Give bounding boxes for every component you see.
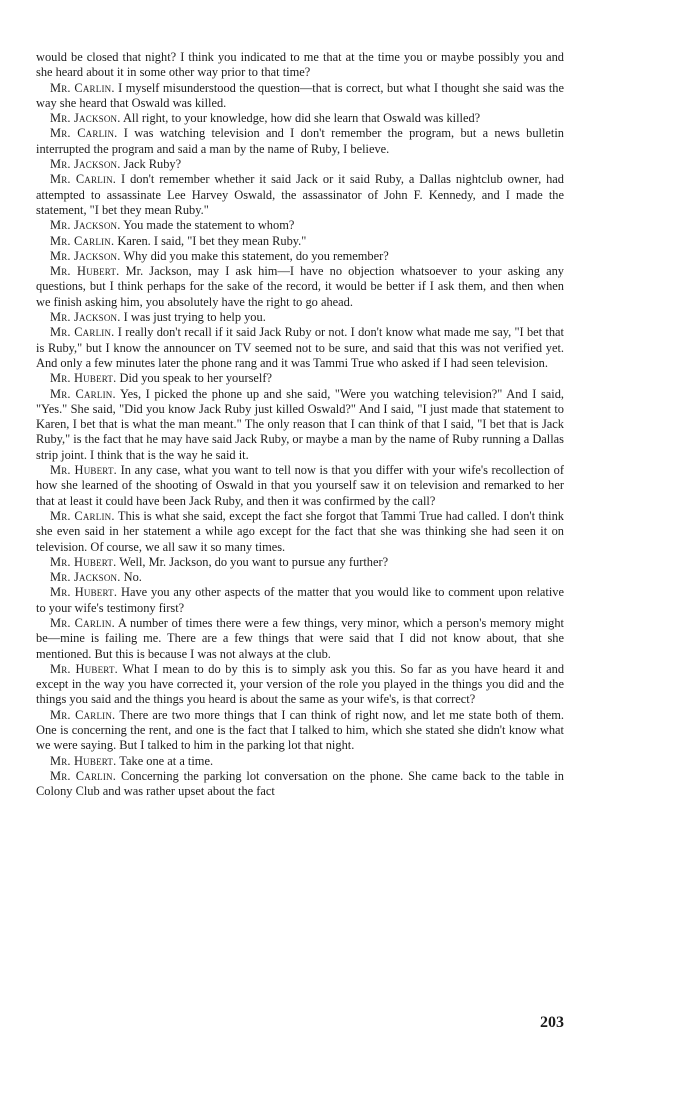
testimony-paragraph: [36, 585, 564, 616]
speaker-name: Mr. Carlin.: [50, 707, 116, 722]
testimony-paragraph: [36, 708, 564, 754]
speaker-name: Mr. Jackson.: [50, 310, 121, 325]
paragraph-text: A number of times there were a few things, very minor, which a person's memory might be—mine is failing me. There are a few things that were said that I did not know about, that she mentioned. But this is because I was not always at the club.: [36, 615, 564, 661]
speaker-name: Mr. Hubert.: [50, 661, 118, 676]
paragraph-text: I was just trying to help you.: [123, 310, 266, 325]
speaker-name: Mr. Carlin.: [50, 80, 115, 95]
speaker-name: Mr. Carlin.: [50, 768, 117, 783]
speaker-name: Mr. Carlin.: [50, 172, 117, 187]
speaker-name: Mr. Carlin.: [50, 126, 118, 141]
testimony-paragraph: [36, 249, 564, 264]
testimony-paragraph: [36, 616, 564, 662]
testimony-paragraph: [36, 662, 564, 708]
speaker-name: Mr. Hubert.: [50, 585, 118, 600]
paragraph-text: Did you speak to her yourself?: [119, 371, 272, 386]
paragraph-text: This is what she said, except the fact she forgot that Tammi True had called. I don't think she even said in her statement a while ago except for the fact that she was thinking she had seen it on television. Of course, we all saw it so many times.: [36, 508, 565, 554]
speaker-name: Mr. Carlin.: [50, 325, 115, 340]
testimony-paragraph: [36, 555, 564, 570]
testimony-paragraph: [36, 50, 564, 81]
paragraph-text: would be closed that night? I think you indicated to me that at the time you or maybe possibly you and she heard about it in some other way prior to that time?: [36, 50, 564, 80]
testimony-paragraph: [36, 509, 564, 555]
testimony-paragraph: [36, 172, 564, 218]
testimony-paragraph: [36, 157, 564, 172]
testimony-paragraph: [36, 463, 564, 509]
speaker-name: Mr. Jackson.: [50, 570, 121, 585]
paragraph-text: No.: [123, 570, 142, 585]
speaker-name: Mr. Hubert.: [50, 371, 117, 386]
testimony-paragraph: [36, 218, 564, 233]
paragraph-text: Take one at a time.: [119, 753, 214, 768]
testimony-paragraph: [36, 310, 564, 325]
paragraph-text: I was watching television and I don't remember the program, but a news bulletin interrupted the program and said a man by the name of Ruby, I believe.: [36, 126, 564, 156]
paragraph-text: I don't remember whether it said Jack or it said Ruby, a Dallas nightclub owner, had attempted to assassinate Lee Harvey Oswald, the assassinator of John F. Kennedy, and I made the statement, "I bet they mean Ruby.": [36, 172, 564, 217]
paragraph-text: Jack Ruby?: [123, 157, 182, 172]
paragraph-text: What I mean to do by this is to simply ask you this. So far as you have heard it and except in the way you have corrected it, your version of the role you played in the things you did and the things you said and the things you heard is about the same as your wife's, is that correct?: [36, 661, 565, 707]
speaker-name: Mr. Jackson.: [50, 218, 121, 233]
speaker-name: Mr. Hubert.: [50, 264, 120, 279]
paragraph-text: I really don't recall if it said Jack Ruby or not. I don't know what made me say, "I bet that is Ruby," but I know the announcer on TV seemed not to be sure, and said that this was not verified yet. And only a few minutes later the phone rang and it was Tammi True who asked if I had seen television.: [36, 325, 564, 370]
speaker-name: Mr. Jackson.: [50, 157, 121, 172]
speaker-name: Mr. Jackson.: [50, 111, 121, 126]
paragraph-text: Karen. I said, "I bet they mean Ruby.": [117, 233, 307, 248]
testimony-paragraph: [36, 769, 564, 800]
speaker-name: Mr. Carlin.: [50, 615, 115, 630]
testimony-paragraph: [36, 371, 564, 386]
paragraph-text: Well, Mr. Jackson, do you want to pursue any further?: [119, 554, 389, 569]
paragraph-text: All right, to your knowledge, how did she learn that Oswald was killed?: [122, 111, 481, 126]
paragraph-text: Have you any other aspects of the matter that you would like to comment upon relative to your wife's testimony first?: [36, 585, 564, 615]
testimony-paragraph: [36, 264, 564, 310]
testimony-paragraph: [36, 234, 564, 249]
testimony-paragraph: [36, 111, 564, 126]
paragraph-text: Why did you make this statement, do you remember?: [123, 248, 389, 263]
testimony-paragraph: [36, 754, 564, 769]
speaker-name: Mr. Hubert.: [50, 753, 117, 768]
paragraph-text: Yes, I picked the phone up and she said, "Were you watching television?" And I said, "Yes." She said, "Did you know Jack Ruby just killed Oswald?" And I said, "I just made that statement to Karen, I bet that is what the man meant." The only reason that I can think of that I said, "I bet that is Jack Ruby," is the fact that he may have said Jack Ruby, or maybe a man by the name of Ruby running a Dallas strip joint. I think that is the way he said it.: [36, 386, 564, 462]
page-number: 203: [540, 1014, 564, 1031]
paragraph-text: In any case, what you want to tell now is that you differ with your wife's recollection of how she learned of the shooting of Oswald in that you yourself saw it on television and remarked to her that at least it could have been Jack Ruby, and then it was confirmed by the call?: [36, 463, 564, 508]
testimony-paragraph: [36, 81, 564, 112]
testimony-paragraph: [36, 570, 564, 585]
speaker-name: Mr. Carlin.: [50, 233, 115, 248]
testimony-paragraph: [36, 387, 564, 463]
paragraph-text: You made the statement to whom?: [123, 218, 295, 233]
document-page: [36, 50, 564, 800]
paragraph-text: Mr. Jackson, may I ask him—I have no objection whatsoever to your asking any questions, but I think perhaps for the sake of the record, it would be better if I ask them, and then when we finish asking him, you absolutely have the right to go ahead.: [36, 264, 564, 309]
speaker-name: Mr. Jackson.: [50, 248, 121, 263]
testimony-paragraph: [36, 126, 564, 157]
paragraph-text: I myself misunderstood the question—that is correct, but what I thought she said was the way she heard that Oswald was killed.: [36, 80, 564, 110]
speaker-name: Mr. Carlin.: [50, 508, 115, 523]
paragraph-text: Concerning the parking lot conversation on the phone. She came back to the table in Colony Club and was rather upset about the fact: [36, 768, 564, 799]
speaker-name: Mr. Carlin.: [50, 386, 116, 401]
speaker-name: Mr. Hubert.: [50, 463, 117, 478]
speaker-name: Mr. Hubert.: [50, 554, 117, 569]
testimony-paragraph: [36, 325, 564, 371]
paragraph-text: There are two more things that I can think of right now, and let me state both of them. One is concerning the rent, and one is the fact that I talked to him, which she stated she didn't know what we were saying. But I talked to him in the parking lot that night.: [36, 707, 564, 753]
